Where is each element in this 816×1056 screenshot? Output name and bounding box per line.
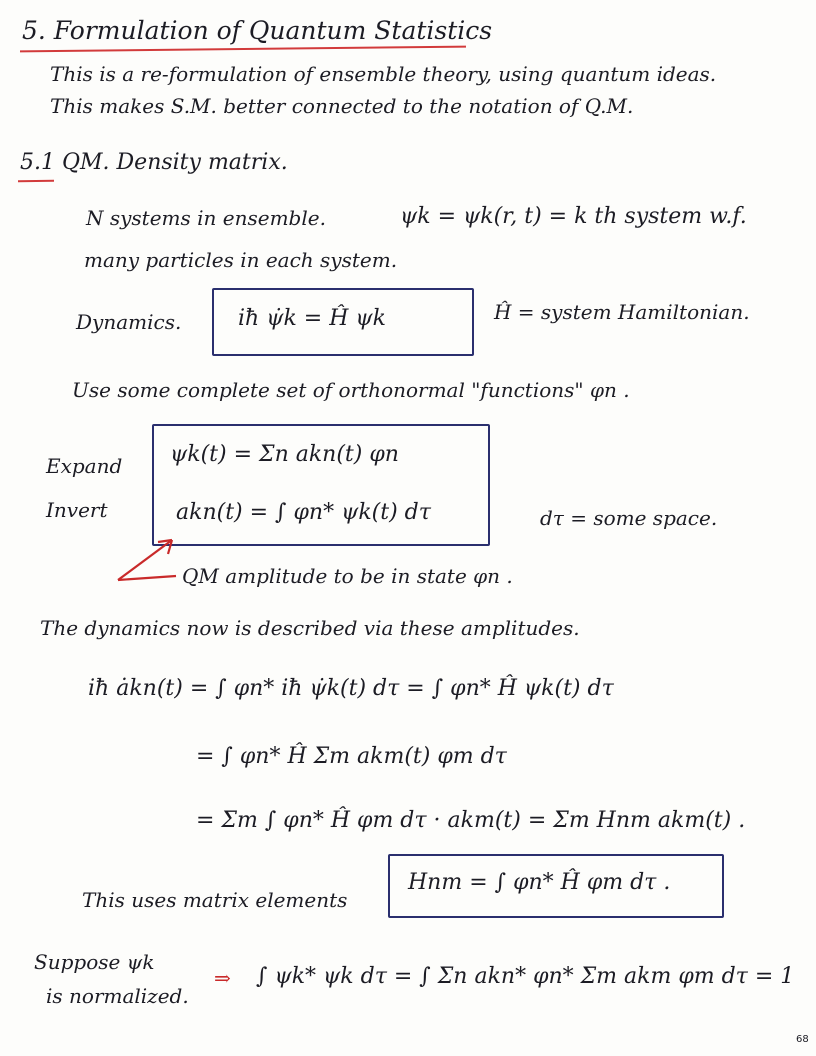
section-title: 5. Formulation of Quantum Statistics — [22, 16, 493, 45]
dynamics-described-text: The dynamics now is described via these amplitudes. — [40, 616, 580, 640]
expand-equation: ψk(t) = Σn akn(t) φn — [170, 442, 399, 467]
suppose-line-2: is normalized. — [46, 984, 189, 1008]
dynamics-label: Dynamics. — [76, 310, 182, 334]
implies-arrow: ⇒ — [214, 966, 231, 990]
hamiltonian-note: Ĥ = system Hamiltonian. — [494, 300, 750, 324]
derivation-line-3: = Σm ∫ φn* Ĥ φm dτ · akm(t) = Σm Hnm akm(t) . — [196, 808, 746, 833]
dynamics-equation: iħ ψ̇k = Ĥ ψk — [238, 306, 386, 331]
ensemble-text: N systems in ensemble. — [86, 206, 326, 230]
normalization-equation: ∫ ψk* ψk dτ = ∫ Σn akn* φn* Σm akm φm dτ = 1 — [256, 964, 795, 989]
wavefunction-equation: ψk = ψk(r, t) = k th system w.f. — [400, 204, 747, 229]
particles-text: many particles in each system. — [84, 248, 398, 272]
derivation-line-1: iħ ȧkn(t) = ∫ φn* iħ ψ̇k(t) dτ = ∫ φn* Ĥ ψk(t) dτ — [88, 676, 614, 701]
expand-label: Expand — [46, 454, 123, 478]
subsection-title: 5.1 QM. Density matrix. — [20, 150, 288, 175]
subsection-mark — [18, 180, 54, 182]
functions-text: Use some complete set of orthonormal "functions" φn . — [72, 378, 630, 402]
suppose-line-1: Suppose ψk — [34, 950, 155, 974]
matrix-label: This uses matrix elements — [82, 888, 348, 912]
page-number: 68 — [796, 1034, 809, 1045]
intro-line-1: This is a re-formulation of ensemble theory, using quantum ideas. — [50, 62, 717, 86]
intro-line-2: This makes S.M. better connected to the notation of Q.M. — [50, 94, 634, 118]
matrix-equation: Hnm = ∫ φn* Ĥ φm dτ . — [408, 870, 671, 895]
invert-label: Invert — [46, 498, 108, 522]
invert-equation: akn(t) = ∫ φn* ψk(t) dτ — [176, 500, 431, 525]
amplitude-arrow-icon — [112, 532, 182, 586]
dtau-note: dτ = some space. — [540, 506, 718, 530]
amplitude-note: QM amplitude to be in state φn . — [182, 564, 513, 588]
title-underline — [20, 46, 466, 53]
derivation-line-2: = ∫ φn* Ĥ Σm akm(t) φm dτ — [196, 744, 507, 769]
